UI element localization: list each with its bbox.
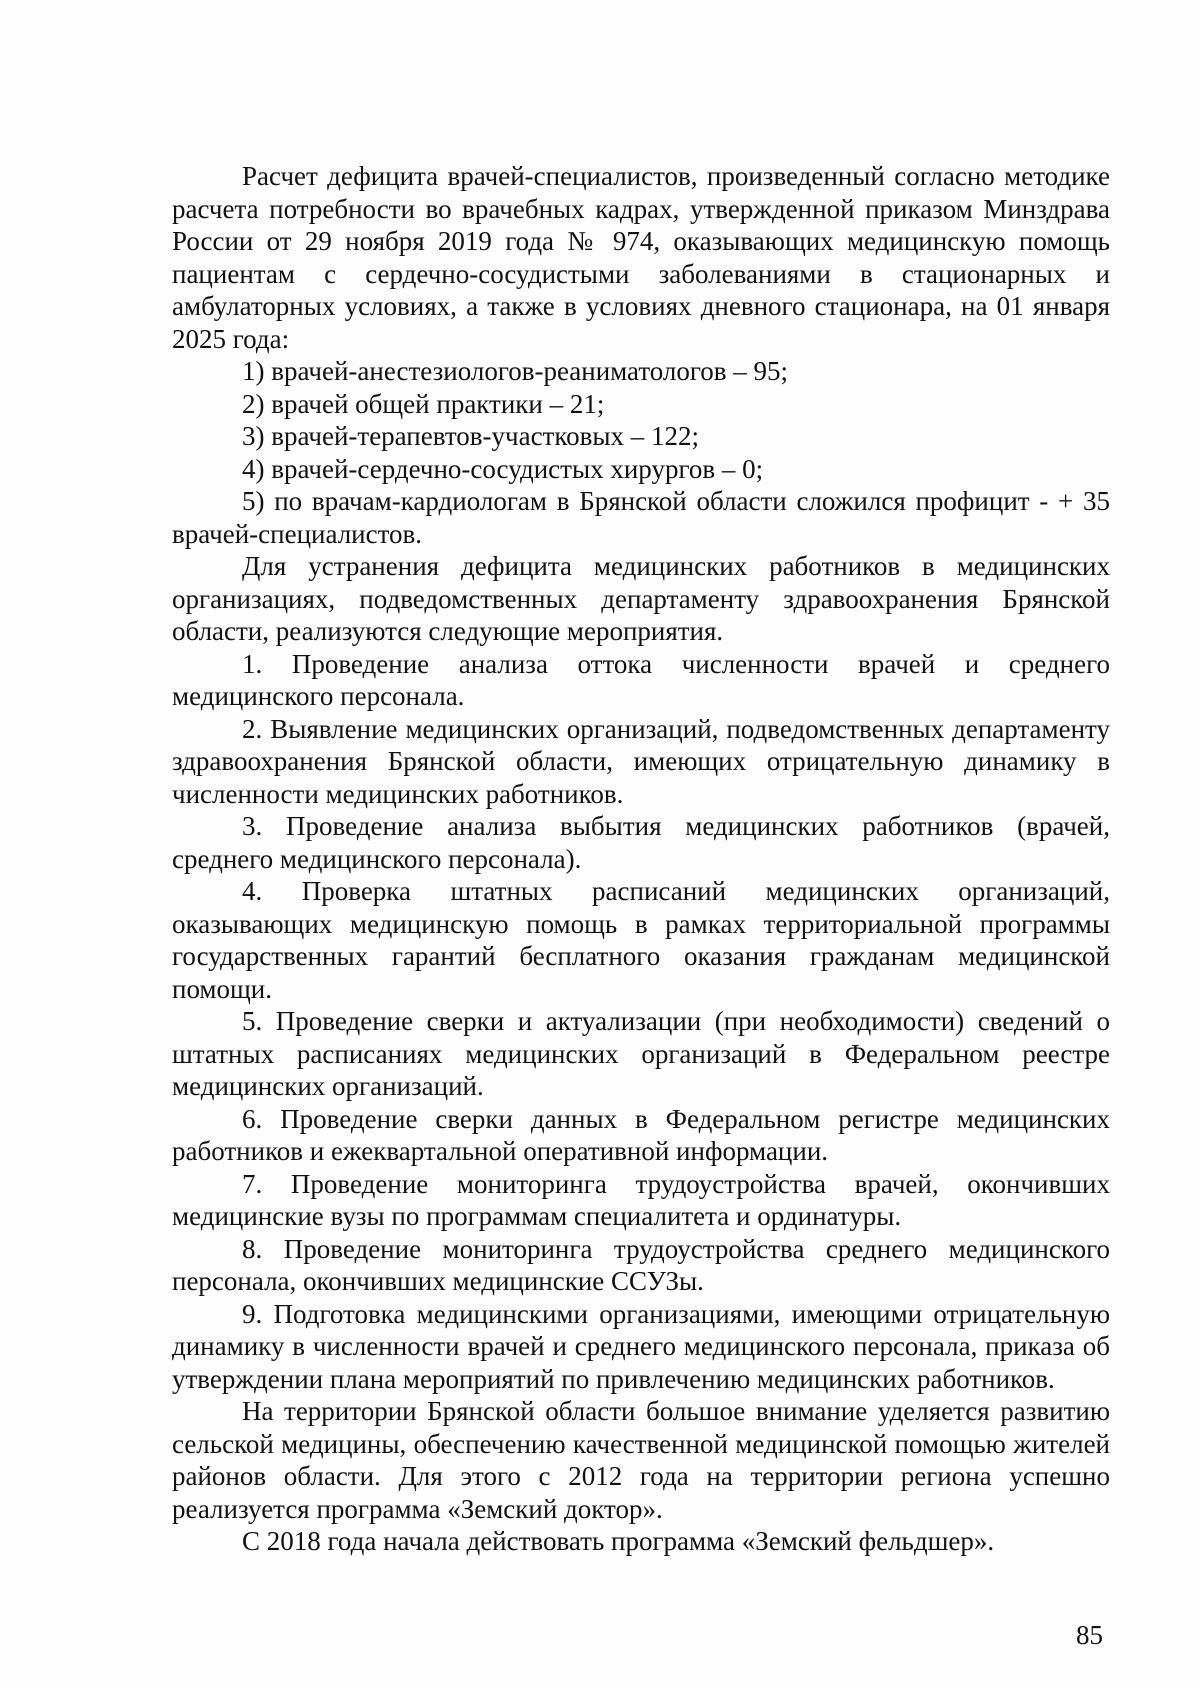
deficit-item-2: 2) врачей общей практики – 21; — [242, 388, 605, 419]
measure-item-8: 8. Проведение мониторинга трудоустройства среднего медицинского персонала, окончивших медицинские ССУЗы. — [172, 1233, 1110, 1296]
measure-item-6: 6. Проведение сверки данных в Федеральном регистре медицинских работников и ежеквартальной оперативной информации. — [172, 1103, 1110, 1166]
deficit-item-4: 4) врачей-сердечно-сосудистых хирургов – 0; — [242, 453, 764, 484]
measure-item-4: 4. Проверка штатных расписаний медицинских организаций, оказывающих медицинскую помощь в рамках территориальной программы государственных гарантий бесплатного оказания гражданам медицинской помощи. — [172, 876, 1110, 1004]
page-number: 85 — [1076, 1620, 1103, 1650]
measure-item-3: 3. Проведение анализа выбытия медицинских работников (врачей, среднего медицинского персонала). — [172, 811, 1110, 874]
measure-item-9: 9. Подготовка медицинскими организациями, имеющими отрицательную динамику в численности врачей и среднего медицинского персонала, приказа об утверждении плана мероприятий по привлечению медицинских работников. — [172, 1298, 1110, 1394]
measures-intro-paragraph: Для устранения дефицита медицинских работников в медицинских организациях, подведомственных департаменту здравоохранения Брянской области, реализуются следующие мероприятия. — [172, 551, 1110, 646]
measure-item-7: 7. Проведение мониторинга трудоустройства врачей, окончивших медицинские вузы по программам специалитета и ординатуры. — [172, 1168, 1110, 1231]
deficit-item-3: 3) врачей-терапевтов-участковых – 122; — [242, 421, 699, 451]
deficit-item-1: 1) врачей-анестезиологов-реаниматологов – 95; — [242, 356, 789, 386]
rural-medicine-paragraph: На территории Брянской области большое внимание уделяется развитию сельской медицины, обеспечению качественной медицинской помощью жителей районов области. Для этого с 2012 года на территории региона успешно реализуется программа «Земский доктор». — [172, 1396, 1110, 1524]
intro-paragraph: Расчет дефицита врачей-специалистов, произведенный согласно методике расчета потребности во врачебных кадрах, утвержденной приказом Минздрава России от 29 ноября 2019 года № 974, оказывающих медицинскую помощь пациентам с сердечно-сосудистыми заболеваниями в стационарных и амбулаторных условиях, а также в условиях дневного стационара, на 01 января 2025 года: — [172, 161, 1110, 354]
deficit-item-5: 5) по врачам-кардиологам в Брянской области сложился профицит - + 35 врачей-специалистов. — [172, 486, 1110, 549]
final-paragraph: С 2018 года начала действовать программа «Земский фельдшер». — [242, 1526, 995, 1556]
measure-item-1: 1. Проведение анализа оттока численности врачей и среднего медицинского персонала. — [172, 648, 1110, 711]
measure-item-5: 5. Проведение сверки и актуализации (при необходимости) сведений о штатных расписаниях медицинских организаций в Федеральном реестре медицинских организаций. — [172, 1006, 1110, 1101]
document-body — [172, 160, 1110, 1558]
measure-item-2: 2. Выявление медицинских организаций, подведомственных департаменту здравоохранения Брянской области, имеющих отрицательную динамику в численности медицинских работников. — [172, 713, 1110, 809]
